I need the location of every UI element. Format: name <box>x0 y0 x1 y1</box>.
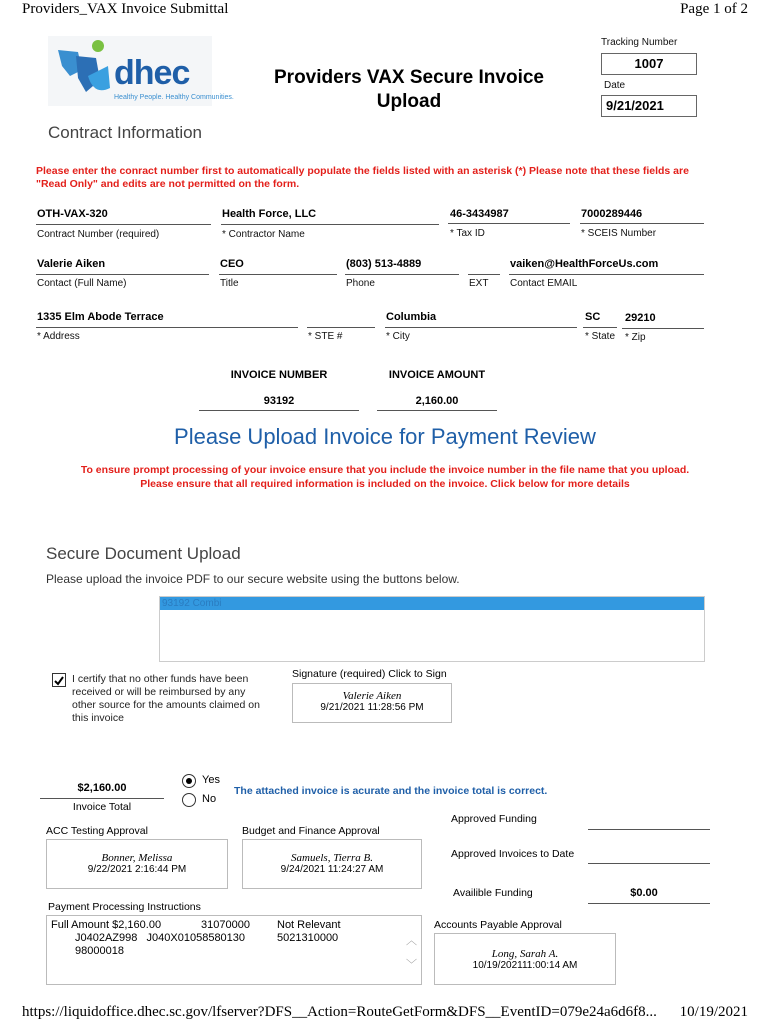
title-value: CEO <box>220 258 244 270</box>
zip-value: 29210 <box>625 312 656 324</box>
uploaded-files-list[interactable] <box>159 596 705 662</box>
tax-id-value: 46-3434987 <box>450 208 509 220</box>
certify-text-line4: this invoice <box>72 712 124 724</box>
tax-id-label: * Tax ID <box>450 228 485 239</box>
budget-approval-label: Budget and Finance Approval <box>242 825 380 837</box>
scroll-up-icon[interactable]: ︿ <box>406 935 417 947</box>
contractor-name-value: Health Force, LLC <box>222 208 317 220</box>
phone-label: Phone <box>346 278 375 289</box>
address-value: 1335 Elm Abode Terrace <box>37 311 164 323</box>
available-funding-value: $0.00 <box>630 887 658 899</box>
logo-tagline: Healthy People. Healthy Communities. <box>114 94 234 101</box>
invoice-number-label: INVOICE NUMBER <box>230 369 328 381</box>
budget-approval-timestamp: 9/24/2021 11:24:27 AM <box>280 864 384 875</box>
page-indicator: Page 1 of 2 <box>680 1 748 17</box>
yes-radio[interactable] <box>182 774 196 788</box>
checkmark-icon <box>53 675 65 687</box>
acc-approval-label: ACC Testing Approval <box>46 825 148 837</box>
form-title-line1: Providers VAX Secure Invoice <box>274 67 544 88</box>
invoice-total-value: $2,160.00 <box>77 782 127 794</box>
signature-name: Valerie Aiken <box>342 690 402 702</box>
email-label: Contact EMAIL <box>510 278 578 289</box>
payment-instructions-box[interactable] <box>46 915 422 985</box>
contract-instructions: Please enter the conract number first to automatically populate the fields listed with an asterisk (*) Please note that these fields are "Read Only" and edits are not permitted on the form. <box>36 165 689 190</box>
document-title: Providers_VAX Invoice Submittal <box>22 1 229 17</box>
phone-value: (803) 513-4889 <box>346 258 422 270</box>
accuracy-statement: The attached invoice is acurate and the invoice total is correct. <box>234 785 548 797</box>
contact-value: Valerie Aiken <box>37 258 106 270</box>
state-label: * State <box>585 331 616 342</box>
ap-approval-label: Accounts Payable Approval <box>434 919 562 931</box>
email-value: vaiken@HealthForceUs.com <box>510 258 659 270</box>
approved-funding-label: Approved Funding <box>451 813 537 825</box>
contact-label: Contact (Full Name) <box>37 278 127 289</box>
sceis-number-value: 7000289446 <box>581 208 643 220</box>
contract-number-label: Contract Number (required) <box>37 229 160 240</box>
scroll-down-icon[interactable]: ﹀ <box>406 959 417 971</box>
tracking-number-value: 1007 <box>634 56 664 71</box>
available-funding-label: Availible Funding <box>453 887 533 899</box>
contract-section-heading: Contract Information <box>48 123 203 142</box>
city-label: * City <box>386 331 410 342</box>
certify-text-line3: other source for the amounts claimed on <box>72 699 260 711</box>
signature-label: Signature (required) Click to Sign <box>292 668 447 680</box>
acc-approval-box[interactable] <box>46 839 228 889</box>
invoice-amount-value: 2,160.00 <box>415 395 459 407</box>
tracking-number-label: Tracking Number <box>601 37 678 48</box>
certify-text-line1: I certify that no other funds have been <box>72 673 249 685</box>
form-title-line2: Upload <box>376 91 442 112</box>
date-label: Date <box>604 80 626 91</box>
page-url: https://liquidoffice.dhec.sc.gov/lfserver?DFS__Action=RouteGetForm&DFS__EventID=079e24a6d6f8... <box>22 1004 657 1020</box>
signature-timestamp: 9/21/2021 11:28:56 PM <box>320 702 424 713</box>
secure-upload-instructions: Please upload the invoice PDF to our secure website using the buttons below. <box>46 572 460 586</box>
upload-notice-line2: Please ensure that all required information is included on the invoice. Click below for more details <box>140 478 630 490</box>
no-label: No <box>202 793 217 805</box>
secure-upload-heading: Secure Document Upload <box>46 544 241 563</box>
no-radio[interactable] <box>182 793 196 807</box>
ext-label: EXT <box>469 278 489 289</box>
yes-label: Yes <box>202 774 220 786</box>
uploaded-file-item[interactable]: 93192 Combi <box>160 597 704 610</box>
payment-line1a: Full Amount $2,160.00 <box>51 919 162 931</box>
invoice-total-label: Invoice Total <box>72 801 132 813</box>
certify-text <box>72 673 260 725</box>
contractor-name-label: * Contractor Name <box>222 229 305 240</box>
sceis-number-label: * SCEIS Number <box>581 228 657 239</box>
payment-line1b: 31070000 <box>201 919 250 931</box>
invoice-number-value: 93192 <box>263 395 295 407</box>
ap-approval-timestamp: 10/19/202111:00:14 AM <box>472 960 578 971</box>
ap-approval-box[interactable] <box>434 933 616 985</box>
title-label: Title <box>220 278 239 289</box>
approved-to-date-label: Approved Invoices to Date <box>451 848 575 860</box>
certify-checkbox[interactable] <box>52 673 66 687</box>
payment-line1c: Not Relevant <box>277 919 341 931</box>
ap-approval-name: Long, Sarah A. <box>491 948 559 960</box>
payment-line2c: 5021310000 <box>277 932 339 944</box>
radio-selected-dot-icon <box>186 778 192 784</box>
zip-label: * Zip <box>625 332 646 343</box>
certify-text-line2: received or will be reimbursed by any <box>72 686 246 698</box>
upload-notice-line1: To ensure prompt processing of your invoice ensure that you include the invoice number in the file name that you upload. <box>80 464 690 476</box>
state-value: SC <box>585 311 601 323</box>
upload-section-heading: Please Upload Invoice for Payment Review <box>174 424 596 449</box>
print-date: 10/19/2021 <box>679 1004 748 1020</box>
budget-approval-box[interactable] <box>242 839 422 889</box>
form-title <box>248 66 570 114</box>
signature-box[interactable] <box>292 683 452 723</box>
acc-approval-name: Bonner, Melissa <box>101 852 173 864</box>
tracking-number-field <box>601 53 697 75</box>
acc-approval-timestamp: 9/22/2021 2:16:44 PM <box>87 864 187 875</box>
contract-number-value: OTH-VAX-320 <box>37 208 108 220</box>
budget-approval-name: Samuels, Tierra B. <box>291 852 373 864</box>
city-value: Columbia <box>386 311 437 323</box>
invoice-amount-label: INVOICE AMOUNT <box>388 369 486 381</box>
logo-wordmark: dhec <box>114 54 190 92</box>
address-label: * Address <box>37 331 80 342</box>
date-field <box>601 95 697 117</box>
date-value: 9/21/2021 <box>606 98 664 113</box>
payment-line3a: 98000018 <box>75 945 124 957</box>
payment-line2a: J0402AZ998 J040X01058580130 <box>75 932 246 944</box>
ste-label: * STE # <box>308 331 343 342</box>
payment-instructions-label: Payment Processing Instructions <box>48 901 201 913</box>
dhec-logo <box>48 36 234 106</box>
